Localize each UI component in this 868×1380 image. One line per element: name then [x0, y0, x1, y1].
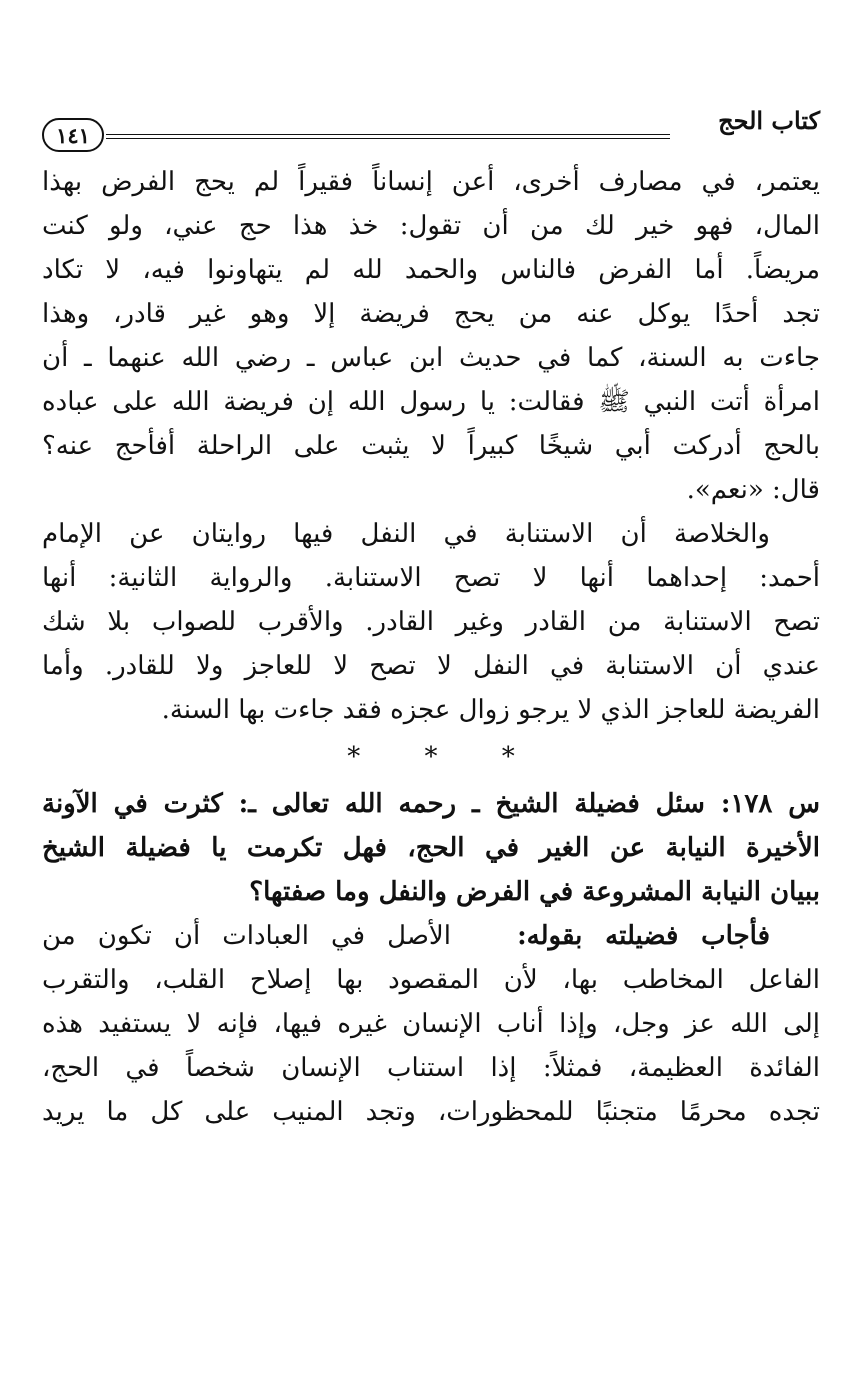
text-line: إلى الله عز وجل، وإذا أناب الإنسان غيره فيها، فإنه لا يستفيد هذه: [42, 1009, 820, 1039]
text-line: مريضاً. أما الفرض فالناس والحمد لله لم يتهاونوا فيه، لا تكاد: [42, 255, 820, 285]
question-line: ببيان النيابة المشروعة في الفرض والنفل وما صفتها؟: [249, 877, 820, 907]
page-body: [42, 160, 820, 1134]
text-line: تجد أحدًا يوكل عنه من يحج فريضة إلا وهو غير قادر، وهذا: [42, 299, 820, 329]
paragraph-1: [42, 160, 820, 512]
question-line: الأخيرة النيابة عن الغير في الحج، فهل تكرمت يا فضيلة الشيخ: [42, 833, 820, 863]
text-line: عندي أن الاستنابة في النفل لا تصح لا للعاجز ولا للقادر. وأما: [42, 651, 820, 681]
text-line: والخلاصة أن الاستنابة في النفل فيها روايتان عن الإمام: [42, 519, 770, 549]
text-line: الفاعل المخاطب بها، لأن المقصود بها إصلاح القلب، والتقرب: [42, 965, 820, 995]
text-line: الفريضة للعاجز الذي لا يرجو زوال عجزه فقد جاءت بها السنة.: [161, 695, 820, 725]
text-line: تجده محرمًا متجنبًا للمحظورات، وتجد المنيب على كل ما يريد: [42, 1097, 820, 1127]
text-line: جاءت به السنة، كما في حديث ابن عباس ـ رضي الله عنهما ـ أن: [42, 343, 820, 373]
question-line: س ١٧٨: سئل فضيلة الشيخ ـ رحمه الله تعالى ـ: كثرت في الآونة: [42, 789, 820, 819]
text-line: امرأة أتت النبي ﷺ فقالت: يا رسول الله إن فريضة الله على عباده: [42, 387, 820, 417]
section-separator: * * *: [347, 742, 543, 772]
paragraph-2: [42, 512, 820, 732]
text-line: تصح الاستنابة من القادر وغير القادر. والأقرب للصواب بلا شك: [42, 607, 820, 637]
text-line: أحمد: إحداهما أنها لا تصح الاستنابة. والرواية الثانية: أنها: [42, 563, 820, 593]
answer-block: [42, 914, 820, 1134]
question-block: [42, 782, 820, 914]
page-header: [42, 100, 820, 152]
text-line: بالحج أدركت أبي شيخًا كبيراً لا يثبت على الراحلة أفأحج عنه؟: [42, 431, 820, 461]
page-number: ١٤١: [42, 118, 104, 152]
text-line: الفائدة العظيمة، فمثلاً: إذا استناب الإنسان شخصاً في الحج،: [42, 1053, 820, 1083]
answer-first-line: [42, 914, 820, 958]
text-line: قال: «نعم».: [686, 475, 820, 505]
answer-lead: فأجاب فضيلته بقوله:: [517, 921, 771, 951]
text-line: المال، فهو خير لك من أن تقول: خذ هذا حج عني، ولو كنت: [42, 211, 820, 241]
chapter-title: كتاب الحج: [718, 106, 820, 135]
text-line: يعتمر، في مصارف أخرى، أعن إنساناً فقيراً لم يحج الفرض بهذا: [42, 167, 820, 197]
book-page: [42, 100, 820, 1134]
header-rule: [106, 134, 670, 139]
answer-first-line-text: الأصل في العبادات أن تكون من: [42, 921, 451, 951]
